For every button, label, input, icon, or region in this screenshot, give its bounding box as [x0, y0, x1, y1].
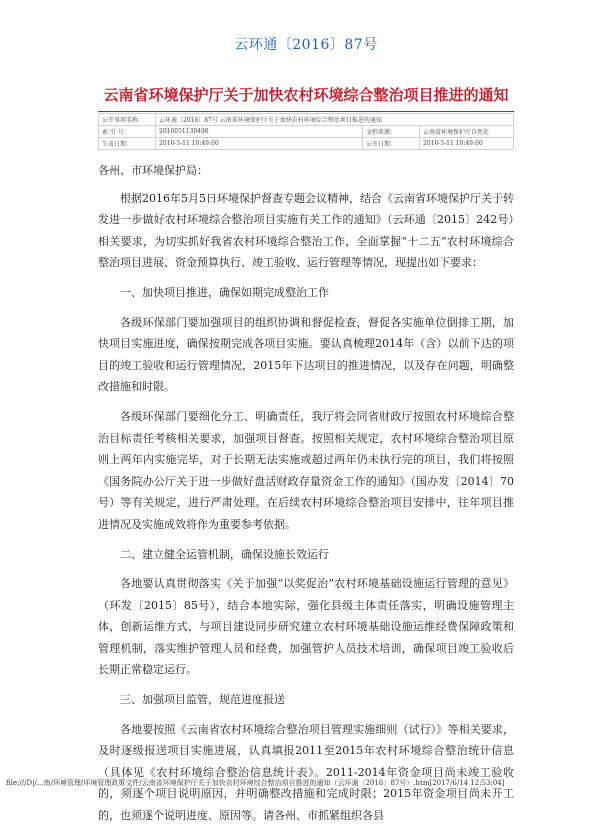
meta-value: 2016-5-11 10:49:00 [156, 138, 363, 150]
section-heading: 三、加强项目监管，规范进度报送 [120, 693, 285, 707]
document-title: 云南省环境保护厅关于加快农村环境综合整治项目推进的通知 [103, 86, 509, 104]
meta-row [99, 138, 514, 150]
metadata-table [98, 113, 514, 150]
meta-value: 2016-5-11 10:49:00 [420, 138, 514, 150]
meta-value: 云环通〔2016〕87号 云南省环境保护厅关于加快农村环境综合整治项目推进的通知 [156, 114, 514, 126]
paragraph: 各地要认真贯彻落实《关于加强“以奖促治”农村环境基础设施运行管理的意见》（环发〔2015〕85号），结合本地实际，强化县级主体责任落实，明确设施管理主体，创新运维方式，与项目建设同步研究建立农村环境基础设施运维经费保障政策和管理机制，落实维护管理人员和经费，加强管护人员技术培训，确保项目竣工验收后长期正常稳定运行。 [98, 577, 514, 677]
meta-label: 生成日期： [99, 138, 156, 150]
file-path-footer: file:///D|/...南/环境管理/环境管理政策文件/云南省环境保护厅关于加快农村环境综合整治项目推进的通知（云环通〔2016〕87号）.htm[2017/6/14 12:53:04] [6, 779, 505, 787]
paragraph: 根据2016年5月5日环境保护督查专题会议精神，结合《云南省环境保护厅关于转发进一步做好农村环境综合整治项目实施有关工作的通知》（云环通〔2015〕242号）相关要求，为切实抓好我省农村环境综合整治工作，全面掌握“十二五”农村环境综合整治项目进展、资金预算执行、竣工验收、运行管理等情况，现提出如下要求： [98, 191, 514, 270]
meta-value: 2016051130490 [156, 126, 363, 138]
document-body [98, 160, 514, 835]
meta-label: 索 引 号： [99, 126, 156, 138]
paragraph: 各地要按照《云南省农村环境综合整治项目管理实施细则（试行）》等相关要求，及时逐级报送项目实施进展，认真填报2011至2015年农村环境综合整治统计信息（具体见《农村环境综合整治信息统计表》。2011-2014年资金项目尚未竣工验收的，须逐个项目说明原因，并明确整改措施和完成时限；2015年资金项目尚未开工的，也须逐个说明进度、原因等。请各州、市抓紧组织各县 [98, 722, 514, 823]
meta-label: 公开日期： [363, 138, 420, 150]
section-heading: 一、加快项目推进，确保如期完成整治工作 [120, 285, 329, 299]
salutation: 各州、市环境保护局： [98, 164, 208, 177]
meta-label: 公开事项名称： [99, 114, 156, 126]
paragraph: 各级环保部门要细化分工、明确责任，我厅将会同省财政厅按照农村环境综合整治目标责任考核相关要求，加强项目督查。按照相关规定，农村环境综合整治项目原则上两年内实施完毕，对于长期无法实施或超过两年仍未执行完的项目，我们将按照《国务院办公厅关于进一步做好盘活财政存量资金工作的通知》（国办发〔2014〕70号）等有关规定，进行严肃处理。在后续农村环境综合整治项目安排中，往年项目推进情况及实施成效将作为重要参考依据。 [98, 409, 514, 531]
paragraph: 各级环保部门要加强项目的组织协调和督促检查，督促各实施单位倒排工期，加快项目实施进度，确保按期完成各项目实施。要认真梳理2014年（含）以前下达的项目的竣工验收和运行管理情况，2015年下达项目的推进情况，以及存在问题，明确整改措施和时限。 [98, 315, 514, 394]
title-rule [98, 111, 514, 112]
meta-value: 云南省环境保护厅自然处 [420, 126, 514, 138]
section-heading: 二、建立健全运管机制，确保设施长效运行 [120, 547, 329, 561]
meta-row [99, 126, 514, 138]
meta-row [99, 114, 514, 126]
meta-label: 文档来源： [363, 126, 420, 138]
document-number: 云环通〔2016〕87号 [234, 37, 378, 53]
